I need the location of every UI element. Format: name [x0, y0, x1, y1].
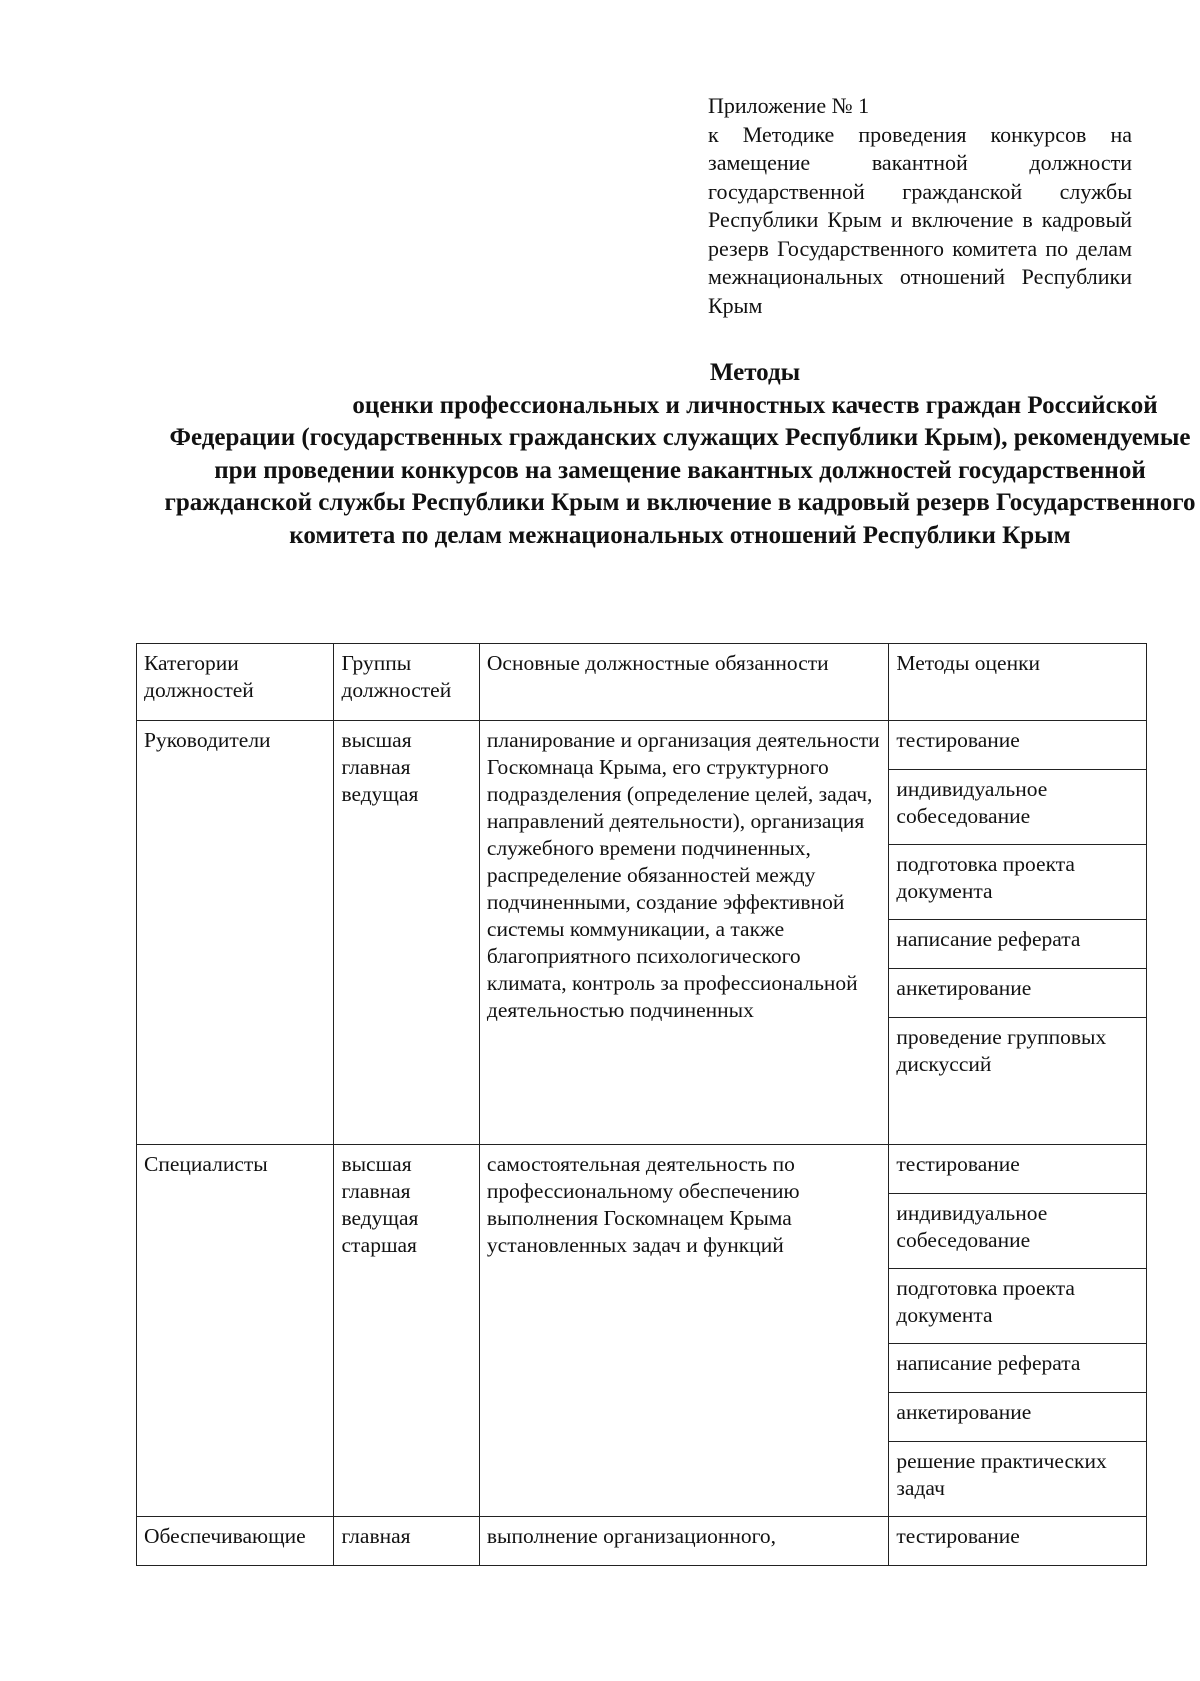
duties-cell: планирование и организация деятельности Госкомнаца Крыма, его структурного подразделения (определение целей, задач, направлений деятельности), организация служебного времени подчиненных, распределение обязанностей между подчиненными, создание эффективной системы коммуникации, а также благоприятного психологического климата, контроль за профессиональной деятельностью подчиненных — [479, 721, 889, 1145]
method-cell: анкетирование — [889, 969, 1147, 1018]
method-cell: тестирование — [889, 1517, 1147, 1566]
title-line-3: Федерации (государственных гражданских служащих Республики Крым), рекомендуемые при проведении конкурсов на замещение вакантных должностей государственной гражданской службы Республики Крым и включение в кадровый резерв Государственного комитета по делам межнациональных отношений Республики Крым — [164, 424, 1196, 549]
method-cell: подготовка проекта документа — [889, 1269, 1147, 1344]
method-cell: написание реферата — [889, 920, 1147, 969]
header-methods: Методы оценки — [889, 644, 1147, 721]
method-cell: тестирование — [889, 1145, 1147, 1194]
method-cell: подготовка проекта документа — [889, 845, 1147, 920]
appendix-reference: к Методике проведения конкурсов на замещение вакантной должности государственной гражданской службы Республики Крым и включение в кадровый резерв Государственного комитета по делам межнациональных отношений Республики Крым — [708, 121, 1132, 318]
header-duties: Основные должностные обязанности — [479, 644, 889, 721]
appendix-number: Приложение № 1 — [708, 93, 870, 118]
groups-cell: главная — [334, 1517, 479, 1566]
appendix-block — [708, 92, 1132, 320]
table-row — [137, 721, 1147, 770]
document-title — [150, 357, 1200, 552]
header-groups: Группы должностей — [334, 644, 479, 721]
method-cell: тестирование — [889, 721, 1147, 770]
method-cell: индивидуальное собеседование — [889, 770, 1147, 845]
category-cell: Специалисты — [137, 1145, 334, 1517]
header-category: Категории должностей — [137, 644, 334, 721]
category-cell: Обеспечивающие — [137, 1517, 334, 1566]
method-cell: решение практических задач — [889, 1442, 1147, 1517]
table-row — [137, 1145, 1147, 1194]
method-cell: анкетирование — [889, 1393, 1147, 1442]
title-heading: Методы — [709, 359, 801, 386]
method-cell: написание реферата — [889, 1344, 1147, 1393]
category-cell: Руководители — [137, 721, 334, 1145]
duties-cell: выполнение организационного, — [479, 1517, 889, 1566]
table-header-row — [137, 644, 1147, 721]
table-row — [137, 1517, 1147, 1566]
groups-cell: высшая главная ведущая старшая — [334, 1145, 479, 1517]
duties-cell: самостоятельная деятельность по профессиональному обеспечению выполнения Госкомнацем Крыма установленных задач и функций — [479, 1145, 889, 1517]
title-line-2: оценки профессиональных и личностных качеств граждан Российской — [352, 391, 1158, 419]
method-cell: проведение групповых дискуссий — [889, 1018, 1147, 1145]
groups-cell: высшая главная ведущая — [334, 721, 479, 1145]
method-cell: индивидуальное собеседование — [889, 1194, 1147, 1269]
methods-table — [136, 643, 1147, 1566]
